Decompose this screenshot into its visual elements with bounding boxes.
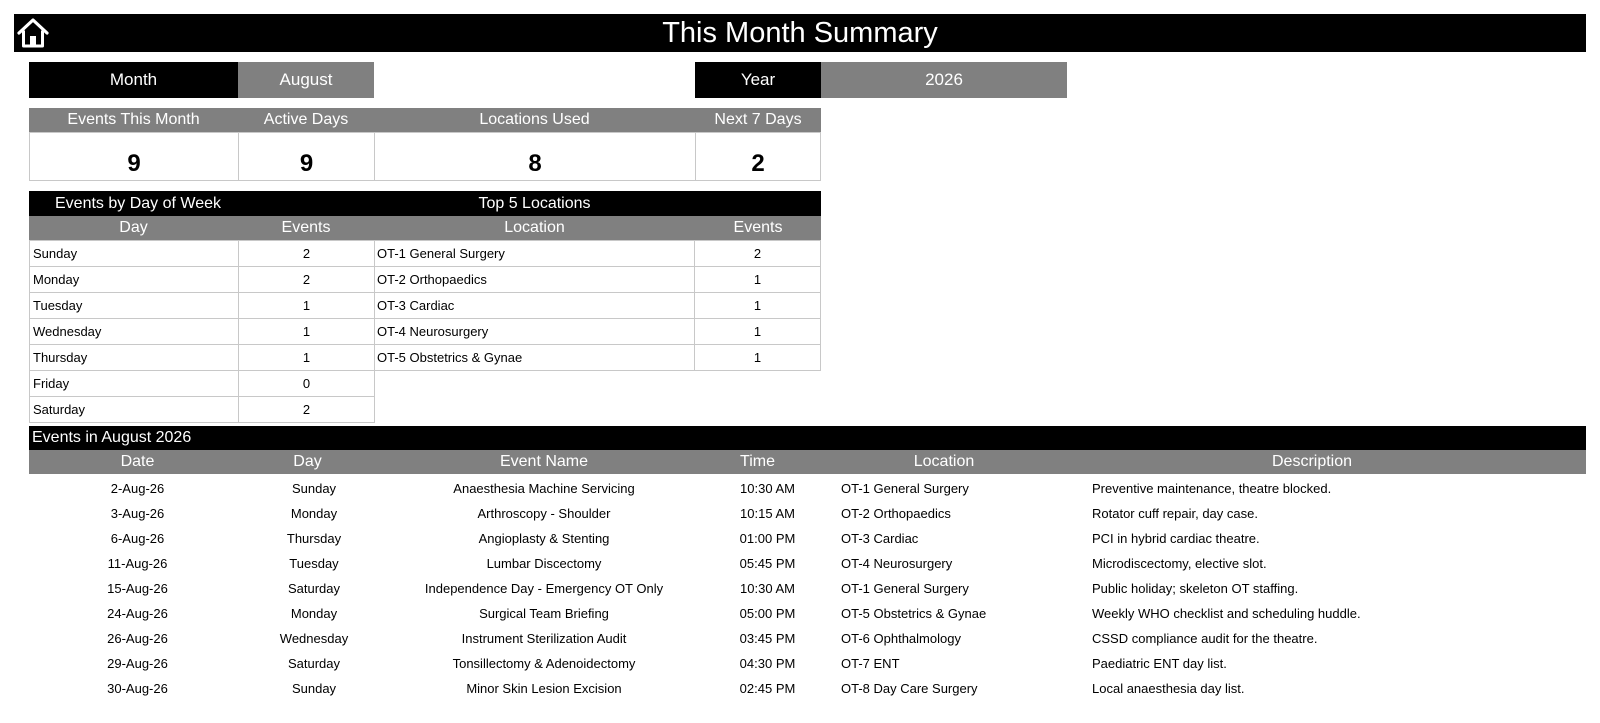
event-name: Independence Day - Emergency OT Only	[424, 581, 664, 596]
events-cell: 2	[239, 397, 375, 423]
events-title: Events in August 2026	[29, 426, 1586, 450]
events-cell: 2	[695, 241, 821, 267]
col-header-event-name: Event Name	[499, 453, 589, 470]
event-date: 26-Aug-26	[107, 631, 168, 646]
event-time: 10:30 AM	[740, 581, 795, 596]
event-day: Monday	[290, 506, 338, 521]
table-row	[30, 319, 375, 345]
col-header-description: Description	[1271, 453, 1353, 470]
table-row	[374, 319, 821, 345]
event-date: 15-Aug-26	[107, 581, 168, 596]
event-day: Thursday	[286, 531, 342, 546]
event-row	[30, 526, 1586, 551]
event-description: Public holiday; skeleton OT staffing.	[1092, 581, 1299, 596]
event-day: Sunday	[291, 481, 337, 496]
event-day: Wednesday	[279, 631, 349, 646]
events-cell: 0	[239, 371, 375, 397]
event-description: Weekly WHO checklist and scheduling huddle.	[1092, 606, 1361, 621]
day-cell: Saturday	[30, 397, 239, 423]
event-row	[30, 501, 1586, 526]
by-day-title: Events by Day of Week	[55, 194, 221, 212]
title-bar	[14, 14, 1586, 52]
event-description: Microdiscectomy, elective slot.	[1092, 556, 1267, 571]
event-time: 10:15 AM	[740, 506, 795, 521]
event-location: OT-4 Neurosurgery	[841, 556, 953, 571]
top-locations-title: Top 5 Locations	[478, 194, 591, 212]
by-day-table	[29, 240, 375, 423]
event-time: 05:00 PM	[739, 606, 796, 621]
event-location: OT-8 Day Care Surgery	[841, 681, 978, 696]
event-row	[30, 676, 1586, 701]
event-name: Tonsillectomy & Adenoidectomy	[452, 656, 636, 671]
kpi-value-events-this-month: 9	[29, 132, 239, 181]
event-location: OT-1 General Surgery	[841, 581, 969, 596]
event-name: Instrument Sterilization Audit	[461, 631, 627, 646]
events-cell: 1	[695, 293, 821, 319]
day-cell: Tuesday	[30, 293, 239, 319]
event-time: 04:30 PM	[739, 656, 796, 671]
event-date: 11-Aug-26	[107, 556, 168, 571]
col-header-time: Time	[740, 453, 775, 470]
event-time: 10:30 AM	[740, 481, 795, 496]
events-cell: 1	[695, 345, 821, 371]
event-location: OT-1 General Surgery	[841, 481, 969, 496]
event-row	[30, 601, 1586, 626]
event-date: 29-Aug-26	[107, 656, 168, 671]
page-title: This Month Summary	[662, 16, 938, 49]
kpi-label-events-this-month: Events This Month	[67, 111, 200, 128]
event-name: Lumbar Discectomy	[486, 556, 602, 571]
events-cell: 1	[239, 319, 375, 345]
event-day: Monday	[290, 606, 338, 621]
event-location: OT-6 Ophthalmology	[841, 631, 961, 646]
event-name: Minor Skin Lesion Excision	[466, 681, 622, 696]
event-name: Arthroscopy - Shoulder	[477, 506, 611, 521]
table-row	[30, 267, 375, 293]
event-time: 02:45 PM	[739, 681, 796, 696]
year-label: Year	[695, 62, 821, 98]
event-description: Paediatric ENT day list.	[1092, 656, 1227, 671]
event-date: 2-Aug-26	[110, 481, 165, 496]
day-cell: Sunday	[30, 241, 239, 267]
month-select[interactable]: August	[238, 62, 374, 98]
event-time: 01:00 PM	[739, 531, 796, 546]
location-cell: OT-5 Obstetrics & Gynae	[374, 345, 695, 371]
events-cell: 1	[695, 267, 821, 293]
event-location: OT-3 Cardiac	[841, 531, 919, 546]
event-description: PCI in hybrid cardiac theatre.	[1092, 531, 1260, 546]
event-description: CSSD compliance audit for the theatre.	[1092, 631, 1318, 646]
event-location: OT-7 ENT	[841, 656, 900, 671]
day-cell: Thursday	[30, 345, 239, 371]
event-row	[30, 576, 1586, 601]
events-cell: 2	[239, 241, 375, 267]
kpi-value-next-7-days: 2	[695, 132, 821, 181]
table-row	[374, 345, 821, 371]
event-day: Tuesday	[289, 556, 339, 571]
table-row	[30, 241, 375, 267]
event-date: 3-Aug-26	[110, 506, 165, 521]
event-description: Local anaesthesia day list.	[1092, 681, 1245, 696]
col-header-location: Location	[504, 219, 565, 236]
event-time: 03:45 PM	[739, 631, 796, 646]
event-date: 30-Aug-26	[107, 681, 168, 696]
event-day: Saturday	[287, 581, 341, 596]
year-select[interactable]: 2026	[821, 62, 1067, 98]
kpi-label-next-7-days: Next 7 Days	[714, 111, 802, 128]
day-cell: Monday	[30, 267, 239, 293]
table-row	[30, 293, 375, 319]
events-cell: 1	[239, 293, 375, 319]
top-locations-table	[374, 240, 821, 371]
col-header-day: Day	[119, 219, 148, 236]
col-header-location: Location	[913, 453, 975, 470]
event-row	[30, 476, 1586, 501]
table-row	[30, 397, 375, 423]
col-header-day: Day	[293, 453, 322, 470]
event-day: Sunday	[291, 681, 337, 696]
kpi-value-active-days: 9	[238, 132, 375, 181]
location-cell: OT-2 Orthopaedics	[374, 267, 695, 293]
day-cell: Friday	[30, 371, 239, 397]
table-row	[374, 293, 821, 319]
col-header-date: Date	[120, 453, 155, 470]
table-row	[30, 345, 375, 371]
event-description: Rotator cuff repair, day case.	[1092, 506, 1258, 521]
event-date: 24-Aug-26	[107, 606, 168, 621]
day-cell: Wednesday	[30, 319, 239, 345]
event-day: Saturday	[287, 656, 341, 671]
event-time: 05:45 PM	[739, 556, 796, 571]
location-cell: OT-4 Neurosurgery	[374, 319, 695, 345]
event-date: 6-Aug-26	[110, 531, 165, 546]
events-cell: 2	[239, 267, 375, 293]
home-icon[interactable]	[16, 16, 50, 50]
event-location: OT-2 Orthopaedics	[841, 506, 951, 521]
kpi-label-locations-used: Locations Used	[479, 111, 590, 128]
location-cell: OT-1 General Surgery	[374, 241, 695, 267]
table-row	[30, 371, 375, 397]
event-description: Preventive maintenance, theatre blocked.	[1092, 481, 1332, 496]
col-header-location-events: Events	[733, 219, 783, 236]
events-cell: 1	[239, 345, 375, 371]
event-name: Angioplasty & Stenting	[478, 531, 610, 546]
event-location: OT-5 Obstetrics & Gynae	[841, 606, 987, 621]
event-row	[30, 626, 1586, 651]
table-row	[374, 241, 821, 267]
event-row	[30, 651, 1586, 676]
col-header-day-events: Events	[281, 219, 331, 236]
event-row	[30, 551, 1586, 576]
month-label: Month	[29, 62, 238, 98]
location-cell: OT-3 Cardiac	[374, 293, 695, 319]
event-name: Anaesthesia Machine Servicing	[453, 481, 635, 496]
kpi-value-locations-used: 8	[374, 132, 696, 181]
table-row	[374, 267, 821, 293]
event-name: Surgical Team Briefing	[479, 606, 609, 621]
kpi-label-active-days: Active Days	[263, 111, 349, 128]
events-cell: 1	[695, 319, 821, 345]
